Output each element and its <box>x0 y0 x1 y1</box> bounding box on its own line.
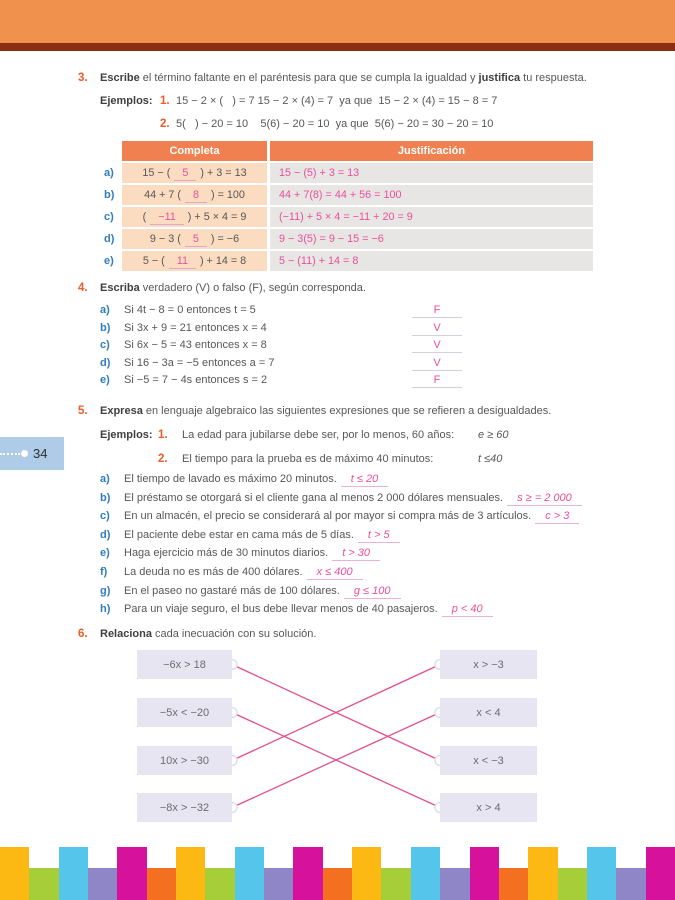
inequality-item <box>100 563 660 582</box>
footer-bar <box>352 847 381 900</box>
table-row <box>104 163 593 183</box>
justification-cell: 44 + 7(8) = 44 + 56 = 100 <box>270 185 593 205</box>
footer-bars <box>0 845 675 900</box>
tf-item <box>100 320 600 338</box>
inequality-box[interactable]: 10x > −30 <box>137 746 232 775</box>
inequality-box[interactable]: −6x > 18 <box>137 650 232 679</box>
intro-text: tu respuesta. <box>520 72 587 84</box>
page-number-tab <box>0 437 64 470</box>
header-maroon-bar <box>0 43 675 51</box>
justification-cell: 9 − 3(5) = 9 − 15 = −6 <box>270 229 593 249</box>
row-letter: e) <box>104 255 114 267</box>
item-letter: e) <box>100 374 110 387</box>
inequality-item <box>100 489 660 508</box>
row-letter: d) <box>104 233 115 245</box>
item-letter: d) <box>100 528 111 541</box>
inequality-answer[interactable]: t ≤ 20 <box>341 473 388 487</box>
footer-bar <box>587 847 616 900</box>
solution-box[interactable]: x > −3 <box>440 650 537 679</box>
inequality-box[interactable]: −8x > −32 <box>137 793 232 822</box>
ejemplo-1-number: 1. <box>158 429 168 441</box>
footer-bar <box>470 847 499 900</box>
footer-bar <box>88 868 117 900</box>
ejemplo-2-number: 2. <box>160 118 170 130</box>
tf-answer[interactable]: F <box>412 303 462 318</box>
tf-answer[interactable]: F <box>412 373 462 388</box>
footer-bar <box>0 847 29 900</box>
inequality-item <box>100 507 660 526</box>
tf-item <box>100 355 600 373</box>
ejemplo-2-answer: t ≤40 <box>478 453 503 465</box>
intro-bold: Relaciona <box>100 628 152 640</box>
completa-justificacion-table <box>104 141 593 273</box>
table-row <box>104 185 593 205</box>
matching-area <box>0 648 675 828</box>
table-row <box>104 251 593 271</box>
item-letter: e) <box>100 547 110 560</box>
inequality-item <box>100 544 660 563</box>
item-letter: c) <box>100 339 110 352</box>
footer-bar <box>235 847 264 900</box>
row-letter: a) <box>104 167 114 179</box>
item-letter: c) <box>100 510 110 523</box>
item-text: En un almacén, el precio se considerará al por mayor si compra más de 3 artículos. <box>124 510 532 523</box>
ejemplo-2-text: 5( ) − 20 = 10 5(6) − 20 = 10 ya que 5(6) − 20 = 30 − 20 = 10 <box>176 118 494 130</box>
inequality-item <box>100 600 660 619</box>
inequality-answer[interactable]: x ≤ 400 <box>307 566 363 580</box>
page-number: 34 <box>33 445 48 461</box>
answer-fill[interactable]: 8 <box>185 188 207 203</box>
footer-bar <box>264 868 293 900</box>
justification-cell: (−11) + 5 × 4 = −11 + 20 = 9 <box>270 207 593 227</box>
item-text: Si 16 − 3a = −5 entonces a = 7 <box>124 356 275 369</box>
footer-bar <box>381 868 410 900</box>
item-text: Para un viaje seguro, el bus debe llevar menos de 40 pasajeros. <box>124 603 438 616</box>
intro-bold: Escribe <box>100 72 140 84</box>
solution-box[interactable]: x > 4 <box>440 793 537 822</box>
exercise-6-number: 6. <box>78 628 88 640</box>
exercise-6-intro <box>100 627 500 641</box>
table-header-row <box>104 141 593 161</box>
answer-fill[interactable]: 5 <box>174 166 196 181</box>
footer-bar <box>293 847 322 900</box>
footer-bar <box>29 868 58 900</box>
inequality-answer[interactable]: s ≥ = 2 000 <box>507 492 582 506</box>
table-row <box>104 229 593 249</box>
answer-fill[interactable]: 5 <box>185 232 207 247</box>
row-letter: b) <box>104 189 115 201</box>
ejemplo-line <box>100 452 660 470</box>
justificacion-header: Justificación <box>270 141 593 161</box>
match-line <box>232 665 440 761</box>
header-orange-bar <box>0 0 675 43</box>
solution-box[interactable]: x < −3 <box>440 746 537 775</box>
equation-post: ) = 100 <box>208 189 245 201</box>
item-text: Si 3x + 9 = 21 entonces x = 4 <box>124 321 267 334</box>
footer-bar <box>616 868 645 900</box>
inequality-list <box>100 470 660 619</box>
tf-item <box>100 302 600 320</box>
answer-fill[interactable]: −11 <box>150 210 184 225</box>
ejemplo-1-number: 1. <box>160 95 170 107</box>
solution-box[interactable]: x < 4 <box>440 698 537 727</box>
equation-pre: 9 − 3 ( <box>149 233 184 245</box>
justification-cell: 15 − (5) + 3 = 13 <box>270 163 593 183</box>
intro-bold: justifica <box>478 72 521 84</box>
intro-bold: Expresa <box>100 405 143 417</box>
equation-pre: 44 + 7 ( <box>144 189 184 201</box>
item-letter: a) <box>100 304 110 316</box>
item-letter: b) <box>100 321 111 334</box>
intro-text: cada inecuación con su solución. <box>151 628 317 640</box>
item-letter: a) <box>100 473 110 485</box>
completa-cell <box>122 207 267 227</box>
intro-text: verdadero (V) o falso (F), según corresponda. <box>139 282 366 294</box>
footer-bar <box>205 868 234 900</box>
ejemplo-1-answer: e ≥ 60 <box>478 429 509 441</box>
item-text: La deuda no es más de 400 dólares. <box>124 565 303 578</box>
inequality-answer[interactable]: t > 5 <box>358 529 400 543</box>
footer-bar <box>528 847 557 900</box>
completa-cell <box>122 251 267 271</box>
match-lines-svg <box>0 648 675 828</box>
footer-bar <box>499 868 528 900</box>
item-text: El préstamo se otorgará si el cliente gana al menos 2 000 dólares mensuales. <box>124 491 504 504</box>
equation-pre: ( <box>142 211 150 223</box>
item-letter: g) <box>100 584 111 597</box>
footer-bar <box>558 868 587 900</box>
inequality-answer[interactable]: p < 40 <box>442 603 493 617</box>
intro-bold: Escriba <box>100 282 140 294</box>
ejemplos-label: Ejemplos: <box>100 95 153 107</box>
inequality-answer[interactable]: g ≤ 100 <box>344 585 401 599</box>
exercise-3-intro <box>100 71 615 85</box>
inequality-answer[interactable]: c > 3 <box>535 510 579 524</box>
ejemplo-1-text: La edad para jubilarse debe ser, por lo menos, 60 años: <box>182 429 455 441</box>
inequality-item <box>100 470 660 489</box>
exercise-5-intro <box>100 404 615 418</box>
ejemplo-1-text: 15 − 2 × ( ) = 7 15 − 2 × (4) = 7 ya que 15 − 2 × (4) = 15 − 8 = 7 <box>176 95 498 107</box>
inequality-item <box>100 582 660 601</box>
row-letter: c) <box>104 211 114 223</box>
equation-pre: 15 − ( <box>142 167 174 179</box>
equation-pre: 5 − ( <box>142 255 168 267</box>
tf-answer[interactable]: V <box>412 356 462 371</box>
equation-post: ) = −6 <box>207 233 240 245</box>
dotted-line <box>0 453 20 455</box>
item-text: En el paseo no gastaré más de 100 dólares. <box>124 584 340 597</box>
exercise-4-number: 4. <box>78 282 88 294</box>
inequality-box[interactable]: −5x < −20 <box>137 698 232 727</box>
exercise-5-number: 5. <box>78 405 88 417</box>
footer-bar <box>59 847 88 900</box>
exercise-4-intro <box>100 281 580 295</box>
footer-bar <box>176 847 205 900</box>
intro-text: el término faltante en el paréntesis para que se cumpla la igualdad y <box>139 72 479 84</box>
item-text: Si −5 = 7 − 4s entonces s = 2 <box>124 374 268 387</box>
footer-bar <box>117 847 146 900</box>
equation-post: ) + 14 = 8 <box>196 255 247 267</box>
ejemplos-label: Ejemplos: <box>100 429 153 441</box>
item-letter: f) <box>100 565 108 578</box>
tf-answer[interactable]: V <box>412 321 462 336</box>
item-text: Haga ejercicio más de 30 minutos diarios. <box>124 547 329 560</box>
footer-bar <box>440 868 469 900</box>
match-line <box>232 665 440 761</box>
true-false-list <box>100 302 600 390</box>
item-text: Si 4t − 8 = 0 entonces t = 5 <box>124 304 256 316</box>
item-text: El paciente debe estar en cama más de 5 días. <box>124 528 354 541</box>
tf-item <box>100 372 600 390</box>
completa-header: Completa <box>122 141 267 161</box>
completa-cell <box>122 229 267 249</box>
match-line <box>232 713 440 808</box>
inequality-item <box>100 526 660 545</box>
item-letter: h) <box>100 603 111 616</box>
ejemplo-2-text: El tiempo para la prueba es de máximo 40 minutos: <box>182 453 434 465</box>
ejemplo-2-number: 2. <box>158 453 168 465</box>
item-text: El tiempo de lavado es máximo 20 minutos. <box>124 473 337 485</box>
footer-bar <box>646 847 675 900</box>
tf-answer[interactable]: V <box>412 338 462 353</box>
match-line <box>232 713 440 808</box>
item-letter: b) <box>100 491 111 504</box>
completa-cell <box>122 163 267 183</box>
footer-bar <box>323 868 352 900</box>
inequality-answer[interactable]: t > 30 <box>332 547 380 561</box>
justification-cell: 5 − (11) + 14 = 8 <box>270 251 593 271</box>
equation-post: ) + 5 × 4 = 9 <box>184 211 247 223</box>
equation-post: ) + 3 = 13 <box>197 167 247 179</box>
completa-cell <box>122 185 267 205</box>
item-letter: d) <box>100 356 111 369</box>
bullet-dot <box>21 450 28 457</box>
item-text: Si 6x − 5 = 43 entonces x = 8 <box>124 339 267 352</box>
tf-item <box>100 337 600 355</box>
ejemplo-line <box>100 428 660 446</box>
table-row <box>104 207 593 227</box>
footer-bar <box>411 847 440 900</box>
footer-bar <box>147 868 176 900</box>
answer-fill[interactable]: 11 <box>169 254 196 269</box>
intro-text: en lenguaje algebraico las siguientes expresiones que se refieren a desigualdades. <box>142 405 552 417</box>
exercise-3-number: 3. <box>78 72 88 84</box>
